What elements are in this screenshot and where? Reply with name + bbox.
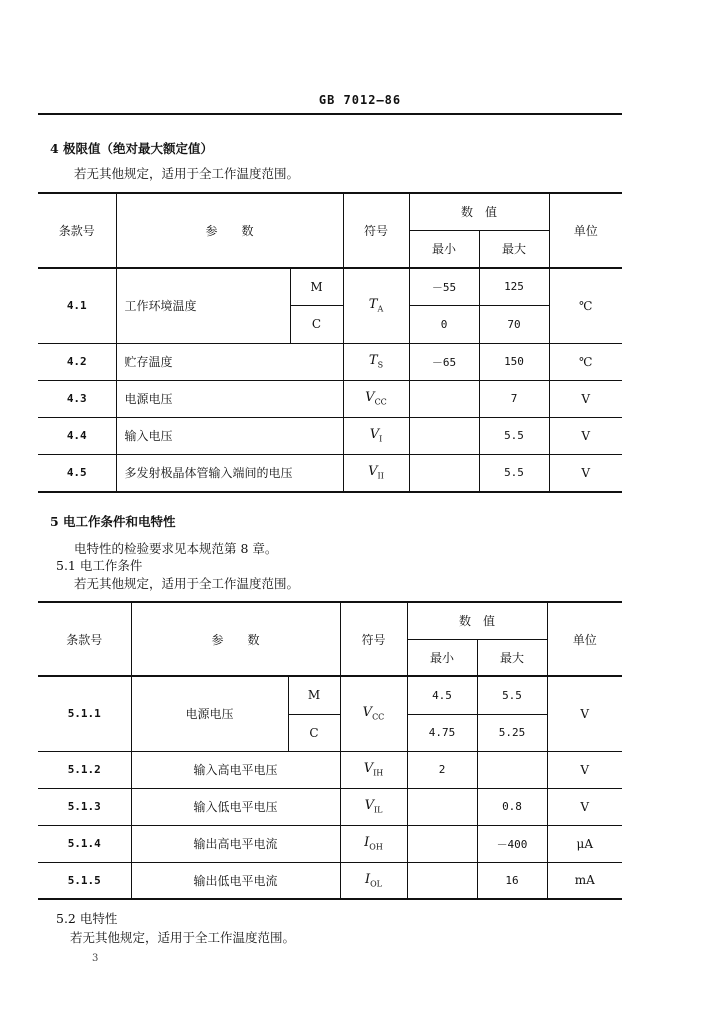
section-4-intro: 若无其他规定，适用于全工作温度范围。 [74, 166, 300, 181]
table-row-clause: 4.5 [38, 454, 116, 492]
table-row-param: 贮存温度 [116, 343, 343, 380]
table-row-unit: ℃ [549, 268, 622, 343]
table-row-symbol: $V_I$ [343, 417, 409, 454]
value-min: 4.5 [407, 676, 477, 714]
table-row-unit: V [547, 676, 622, 751]
value-min [409, 454, 479, 492]
value-min: 0 [409, 305, 479, 343]
table-row-param: 输入低电平电压 [131, 788, 340, 825]
value-max: 5.5 [477, 676, 547, 714]
table-row-clause: 4.2 [38, 343, 116, 380]
value-max: 7 [479, 380, 549, 417]
subsection-5-1-title: 5.1 电工作条件 [56, 558, 143, 573]
document-number: GB 7012—86 [318, 93, 402, 107]
header-rule [38, 113, 622, 115]
header-unit: 单位 [547, 602, 622, 676]
value-max: 16 [477, 862, 547, 899]
table-row-symbol: $V_{IH}$ [340, 751, 407, 788]
value-min [407, 862, 477, 899]
grade-label: C [290, 305, 343, 343]
header-min: 最小 [407, 639, 477, 676]
header-min: 最小 [409, 230, 479, 268]
operating-conditions-table [38, 601, 622, 900]
section-4-title: 4 极限值（绝对最大额定值） [50, 141, 214, 156]
header-clause: 条款号 [38, 602, 131, 676]
page-number: 3 [92, 953, 99, 964]
value-max: －400 [477, 825, 547, 862]
table-row-clause: 5.1.5 [38, 862, 131, 899]
table-row-unit: V [547, 788, 622, 825]
table-row-symbol: $T_S$ [343, 343, 409, 380]
table-row-symbol: $I_{OH}$ [340, 825, 407, 862]
table-row-param: 电源电压 [131, 676, 288, 751]
value-max: 5.5 [479, 417, 549, 454]
subsection-5-1-intro: 若无其他规定，适用于全工作温度范围。 [74, 576, 300, 591]
value-max: 5.25 [477, 714, 547, 751]
table-row-clause: 5.1.2 [38, 751, 131, 788]
header-values: 数 值 [409, 193, 549, 230]
table-row-unit: mA [547, 862, 622, 899]
table-row-unit: V [549, 417, 622, 454]
table-row-symbol: $V_{II}$ [343, 454, 409, 492]
header-clause: 条款号 [38, 193, 116, 268]
table-row-symbol: $I_{OL}$ [340, 862, 407, 899]
header-max: 最大 [477, 639, 547, 676]
grade-label: C [288, 714, 340, 751]
table-row-clause: 4.1 [38, 268, 116, 343]
value-min: 2 [407, 751, 477, 788]
table-row-clause: 5.1.3 [38, 788, 131, 825]
header-symbol: 符号 [340, 602, 407, 676]
subsection-5-2-title: 5.2 电特性 [56, 911, 118, 926]
table-row-unit: μA [547, 825, 622, 862]
value-min [409, 380, 479, 417]
value-min [407, 788, 477, 825]
header-max: 最大 [479, 230, 549, 268]
grade-label: M [288, 676, 340, 714]
value-max: 150 [479, 343, 549, 380]
grade-label: M [290, 268, 343, 305]
table-row-param: 工作环境温度 [116, 268, 290, 343]
table-row-unit: V [547, 751, 622, 788]
section-5-title: 5 电工作条件和电特性 [50, 514, 176, 529]
header-unit: 单位 [549, 193, 622, 268]
table-row-unit: ℃ [549, 343, 622, 380]
table-row-symbol: $V_{CC}$ [340, 676, 407, 751]
subsection-5-2-intro: 若无其他规定，适用于全工作温度范围。 [70, 930, 296, 945]
limits-table [38, 192, 622, 493]
table-row-symbol: $T_A$ [343, 268, 409, 343]
table-row-symbol: $V_{IL}$ [340, 788, 407, 825]
table-row-param: 输出低电平电流 [131, 862, 340, 899]
value-max: 70 [479, 305, 549, 343]
table-row-param: 输入高电平电压 [131, 751, 340, 788]
table-row-clause: 5.1.4 [38, 825, 131, 862]
table-row-param: 输出高电平电流 [131, 825, 340, 862]
table-row-clause: 4.4 [38, 417, 116, 454]
value-min: －65 [409, 343, 479, 380]
header-symbol: 符号 [343, 193, 409, 268]
table-row-param: 多发射极晶体管输入端间的电压 [116, 454, 343, 492]
table-row-param: 电源电压 [116, 380, 343, 417]
table-row-clause: 5.1.1 [38, 676, 131, 751]
table-row-param: 输入电压 [116, 417, 343, 454]
table-row-unit: V [549, 380, 622, 417]
table-row-symbol: $V_{CC}$ [343, 380, 409, 417]
value-max: 5.5 [479, 454, 549, 492]
value-max [477, 751, 547, 788]
header-values: 数 值 [407, 602, 547, 639]
value-min: 4.75 [407, 714, 477, 751]
table-row-unit: V [549, 454, 622, 492]
header-param: 参 数 [116, 193, 343, 268]
section-5-intro: 电特性的检验要求见本规范第 8 章。 [74, 541, 278, 556]
value-min [407, 825, 477, 862]
table-row-clause: 4.3 [38, 380, 116, 417]
value-min [409, 417, 479, 454]
value-min: －55 [409, 268, 479, 305]
value-max: 125 [479, 268, 549, 305]
value-max: 0.8 [477, 788, 547, 825]
header-param: 参 数 [131, 602, 340, 676]
